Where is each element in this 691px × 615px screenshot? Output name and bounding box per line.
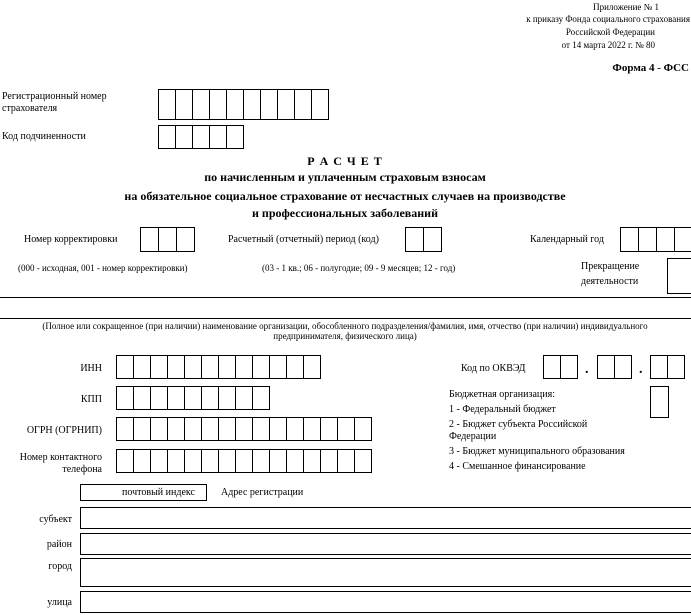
okved-field-1[interactable] [543,355,578,379]
appendix-line-2: к приказу Фонда социального страхования [526,14,690,24]
kpp-field[interactable] [116,386,270,410]
title-line-2: на обязательное социальное страхование от несчастных случаев на производстве [124,189,566,203]
postal-index-field[interactable] [80,484,207,501]
budget-item-1: 1 - Федеральный бюджет [449,404,556,415]
appendix-line-1: Приложение № 1 [593,2,659,12]
sub-code-label: Код подчиненности [2,131,86,142]
termination-label-1: Прекращение [581,261,640,272]
termination-label-2: деятельности [581,276,639,287]
period-hint: (03 - 1 кв.; 06 - полугодие; 09 - 9 месяцев; 12 - год) [262,263,456,273]
inn-label: ИНН [80,363,102,374]
ogrn-field[interactable] [116,417,372,441]
period-label: Расчетный (отчетный) период (код) [228,234,379,245]
page-title: Р А С Ч Е Т [307,154,383,168]
address-label: Адрес регистрации [221,487,304,498]
org-name-line-1 [0,297,691,298]
year-label: Календарный год [530,234,604,245]
okved-separator-1: . [585,362,589,377]
district-field[interactable] [80,533,691,555]
correction-hint: (000 - исходная, 001 - номер корректировки) [18,263,188,273]
postal-index-label: почтовый индекс [122,487,195,498]
okved-field-3[interactable] [650,355,685,379]
period-field[interactable] [405,227,442,252]
street-field[interactable] [80,591,691,613]
district-label: район [46,539,72,550]
ogrn-label: ОГРН (ОГРНИП) [26,425,102,436]
form-name: Форма 4 - ФСС [612,62,689,74]
budget-item-2: 2 - Бюджет субъекта Российской Федерации [449,419,588,442]
sub-code-field[interactable] [158,125,244,149]
termination-field[interactable] [667,258,691,294]
budget-org-text [449,389,635,485]
city-label: город [48,561,72,572]
street-label: улица [47,597,72,608]
title-line-3: и профессиональных заболеваний [251,206,438,220]
city-field[interactable] [80,558,691,587]
subject-field[interactable] [80,507,691,529]
okved-label: Код по ОКВЭД [461,363,526,374]
okved-separator-2: . [639,362,643,377]
budget-org-field[interactable] [650,386,669,418]
budget-title: Бюджетная организация: [449,389,555,400]
reg-number-label: Регистрационный номер страхователя [2,91,107,114]
okved-field-2[interactable] [597,355,632,379]
appendix-line-4: от 14 марта 2022 г. № 80 [561,40,655,50]
budget-item-4: 4 - Смешанное финансирование [449,461,586,472]
phone-label: Номер контактного телефона [19,452,102,475]
year-field[interactable] [620,227,691,252]
phone-field[interactable] [116,449,372,473]
org-name-line-2 [0,318,691,319]
correction-label: Номер корректировки [24,234,118,245]
correction-field[interactable] [140,227,195,252]
appendix-line-3: Российской Федерации [565,27,655,37]
subject-label: субъект [39,514,72,525]
org-name-hint: (Полное или сокращенное (при наличии) наименование организации, обособленного подразделения/фамилия, имя, отчество (при наличии) индивидуального предпринимателя, физического лица) [42,321,648,341]
reg-number-field[interactable] [158,89,329,120]
kpp-label: КПП [80,394,102,405]
inn-field[interactable] [116,355,321,379]
budget-item-3: 3 - Бюджет муниципального образования [449,446,625,457]
title-line-1: по начисленным и уплаченным страховым взносам [204,170,486,184]
